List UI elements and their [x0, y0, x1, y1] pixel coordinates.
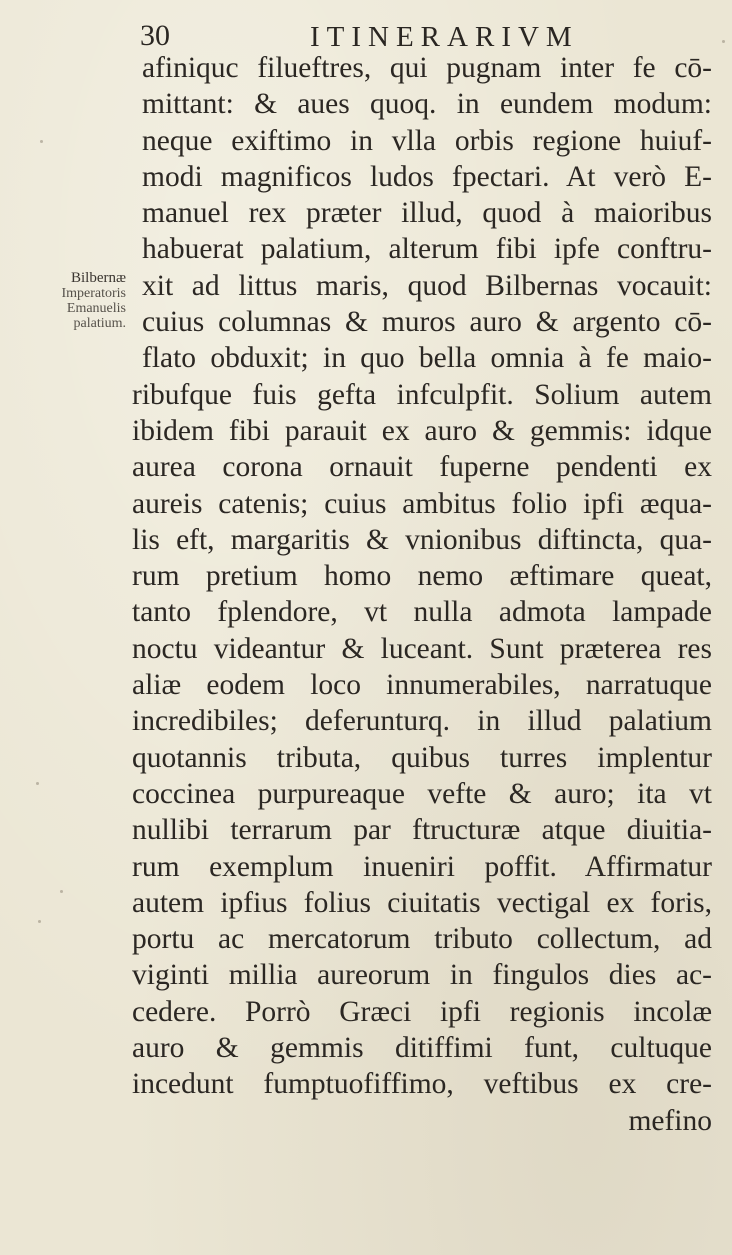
text-line: ibidem fibi parauit ex auro & gemmis: idque — [132, 414, 712, 447]
body-text — [128, 50, 712, 1139]
text-line: quotannis tributa, quibus turres implentur — [132, 741, 712, 774]
text-line: noctu videantur & luceant. Sunt præterea res — [132, 632, 712, 665]
text-line: tanto fplendore, vt nulla admota lampade — [132, 596, 712, 629]
text-line: xit ad littus maris, quod Bilbernas vocauit: — [142, 269, 712, 302]
text-line: mittant: & aues quoq. in eundem modum: — [142, 88, 712, 121]
paper-speck — [722, 40, 725, 43]
paper-speck — [40, 140, 43, 143]
running-head: ITINERARIVM — [310, 21, 579, 53]
text-line: aureis catenis; cuius ambitus folio ipfi æqua- — [132, 487, 712, 520]
margin-note-line: Emanuelis — [66, 301, 126, 316]
text-line: viginti millia aureorum in fingulos dies ac- — [132, 959, 712, 992]
page-number: 30 — [140, 19, 170, 52]
margin-note — [14, 268, 126, 331]
text-line: aliæ eodem loco innumerabiles, narratuque — [132, 669, 712, 702]
paper-speck — [38, 920, 41, 923]
margin-note-line: palatium. — [73, 316, 126, 331]
text-line: flato obduxit; in quo bella omnia à fe maio- — [142, 342, 712, 375]
text-line: rum pretium homo nemo æftimare queat, — [132, 560, 712, 593]
paper-speck — [36, 782, 39, 785]
text-line: cedere. Porrò Græci ipfi regionis incolæ — [132, 995, 712, 1028]
text-line: nullibi terrarum par ftructuræ atque diuitia- — [132, 814, 712, 847]
text-line: coccinea purpureaque vefte & auro; ita vt — [132, 777, 712, 810]
paper-speck — [60, 890, 63, 893]
text-line: auro & gemmis ditiffimi funt, cultuque — [132, 1032, 712, 1065]
text-line-catchword: mefino — [628, 1104, 712, 1137]
text-line: neque exiftimo in vlla orbis regione huiuf- — [142, 124, 712, 157]
text-line: ribufque fuis gefta infculpfit. Solium autem — [132, 378, 712, 411]
text-line: habuerat palatium, alterum fibi ipfe conftru- — [142, 233, 712, 266]
margin-note-line: Bilbernæ — [71, 270, 126, 286]
text-line: cuius columnas & muros auro & argento cō- — [142, 306, 712, 339]
margin-note-line: Imperatoris — [61, 286, 126, 301]
text-line: autem ipfius folius ciuitatis vectigal ex foris, — [132, 886, 712, 919]
text-line: portu ac mercatorum tributo collectum, ad — [132, 923, 712, 956]
text-line: manuel rex præter illud, quod à maioribus — [142, 197, 712, 230]
text-line: modi magnificos ludos fpectari. At verò E- — [142, 160, 712, 193]
text-line: aurea corona ornauit fuperne pendenti ex — [132, 451, 712, 484]
text-line: rum exemplum inueniri poffit. Affirmatur — [132, 850, 712, 883]
text-line: incredibiles; deferunturq. in illud palatium — [132, 705, 712, 738]
text-line: lis eft, margaritis & vnionibus diftincta, qua- — [132, 523, 712, 556]
text-line: afiniquc filueftres, qui pugnam inter fe cō- — [142, 52, 712, 84]
text-line: incedunt fumptuofiffimo, veftibus ex cre- — [132, 1068, 712, 1101]
